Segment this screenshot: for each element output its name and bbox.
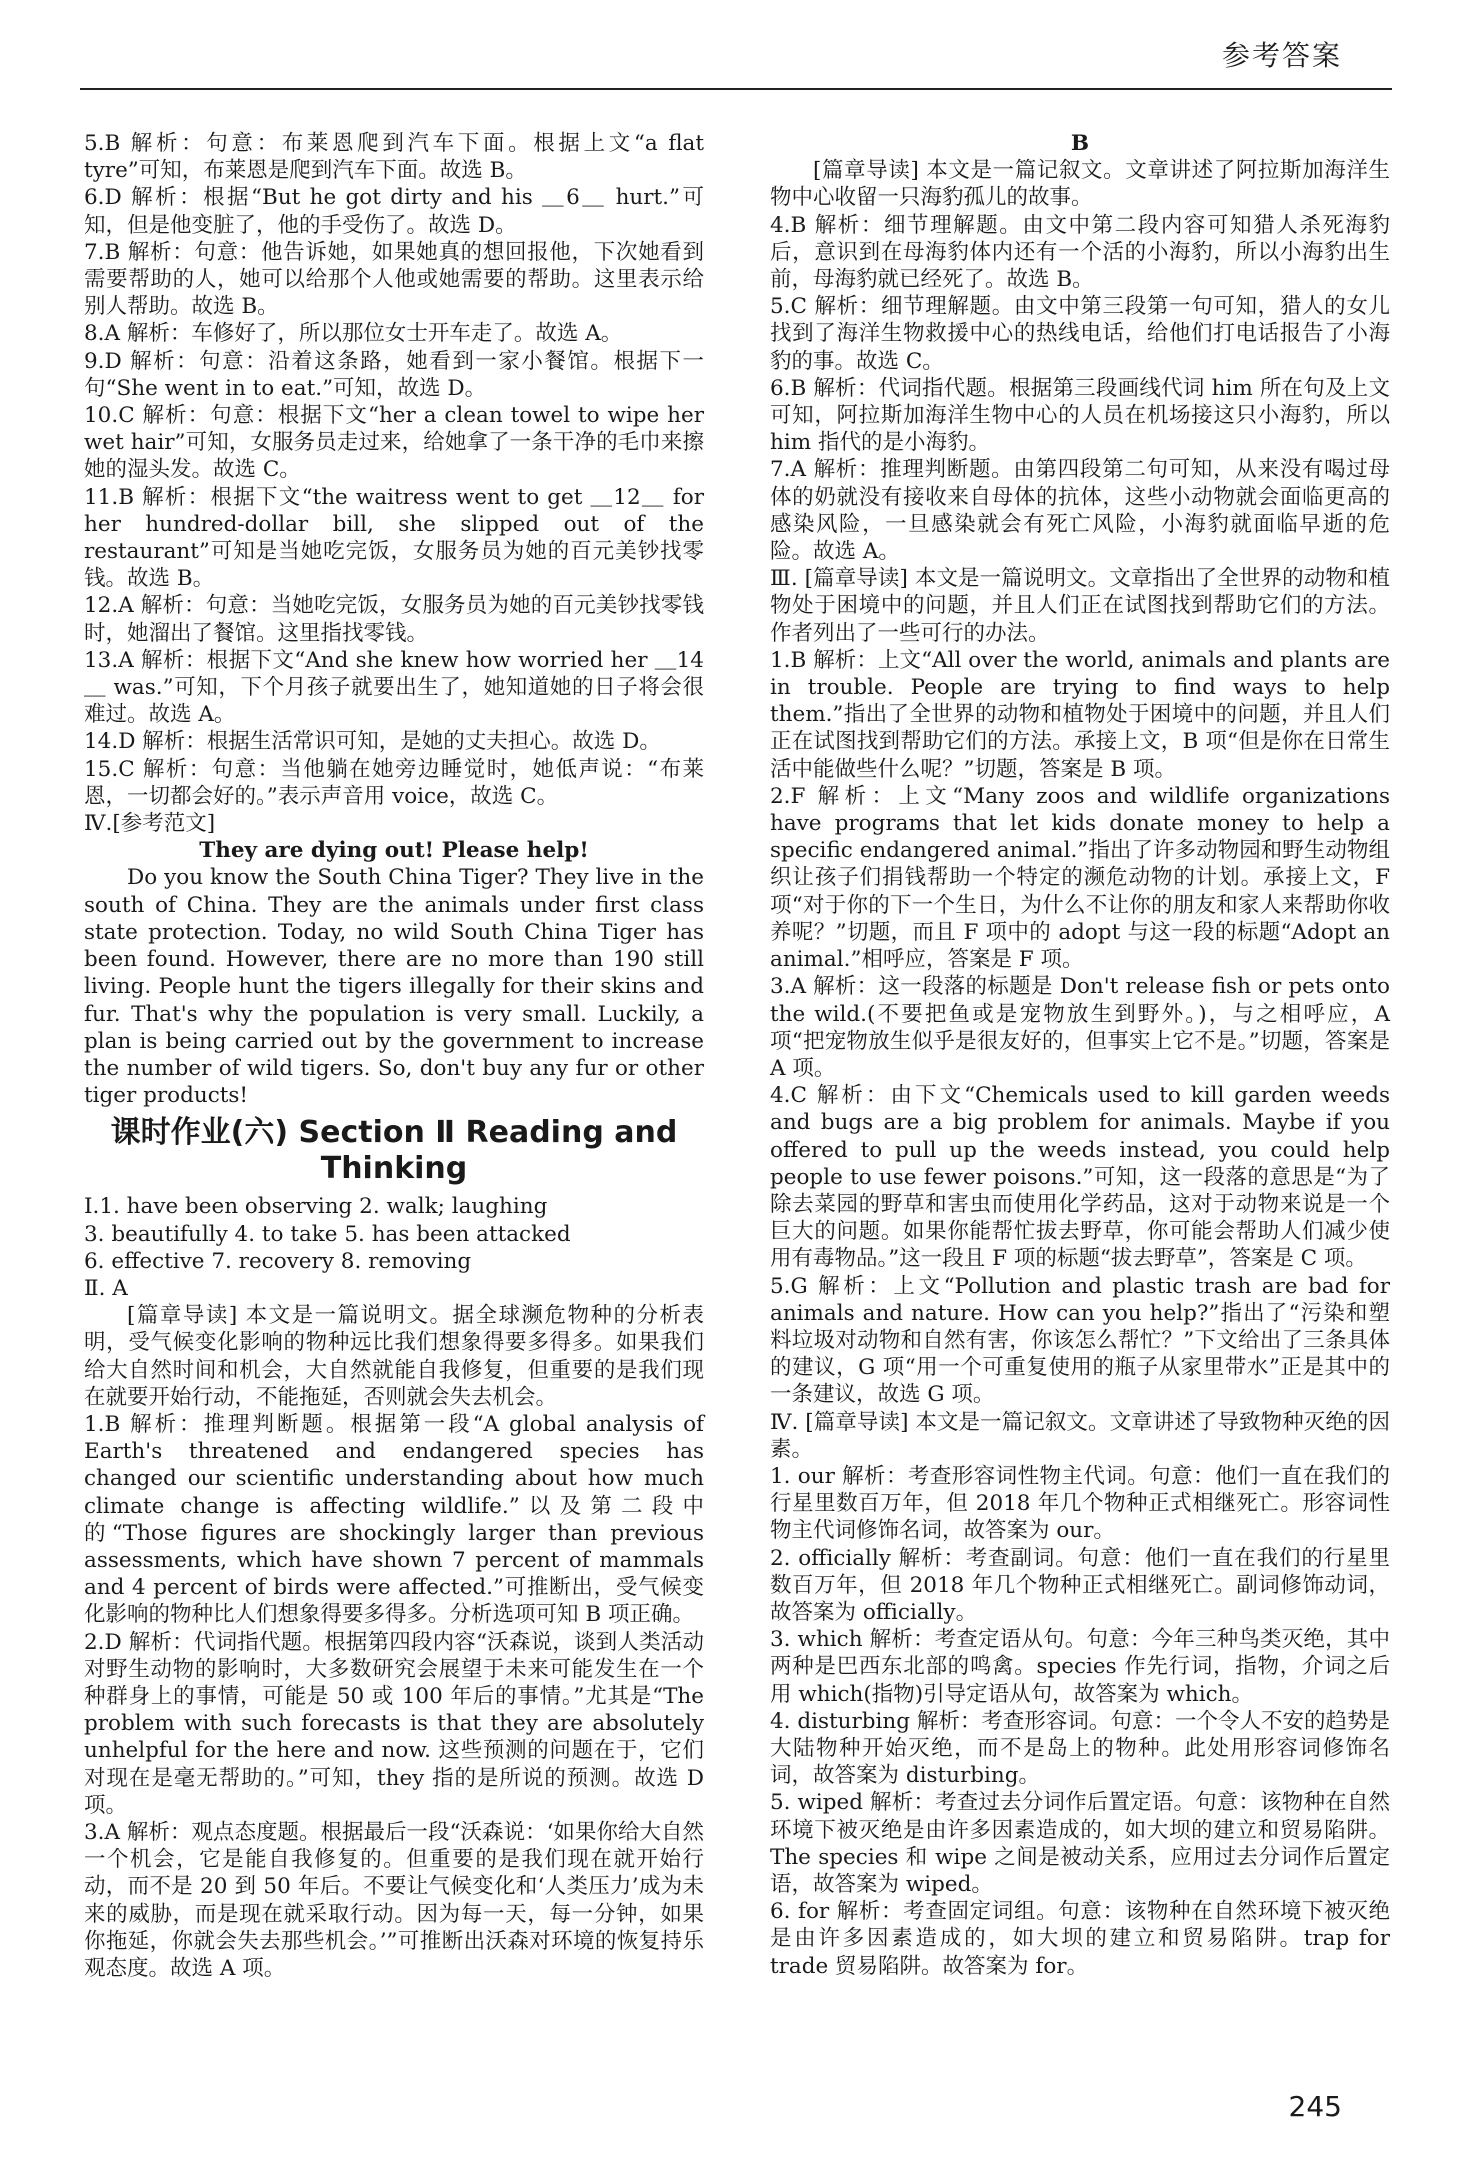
left-column-paragraph: 6. effective 7. recovery 8. removing [84,1248,472,1274]
right-column-paragraph: 1. our 解析：考查形容词性物主代词。句意：他们一直在我们的行星里数百万年，但 2018 年几个物种正式相继死亡。形容词性物主代词修饰名词，故答案为 our。 [770,1463,1390,1544]
right-column-paragraph: 1.B 解析：上文“All over the world, animals and plants are in trouble. People are trying to find ways to help them.”指出了全世界的动物和植物处于困境中的问题，并且人们正在试图找到帮助它们的方法。承接上文，B 项“但是你在日常生活中能做些什么呢？”切题，答案是 B 项。 [770,647,1390,782]
left-column [84,130,704,1982]
left-column-paragraph: 5.B 解析：句意：布莱恩爬到汽车下面。根据上文“a flat tyre”可知，布莱恩是爬到汽车下面。故选 B。 [84,131,704,184]
left-column-paragraph: Ⅱ. A [84,1275,128,1301]
left-column-paragraph: 11.B 解析：根据下文“the waitress went to get ＿12＿ for her hundred-dollar bill, she slipped out of the restaurant”可知是当她吃完饭，女服务员为她的百元美钞找零钱。故选 B。 [84,484,704,592]
right-column-paragraph: 5.G 解析：上文“Pollution and plastic trash are bad for animals and nature. How can you help?”指出了“污染和塑料垃圾对动物和自然有害，你该怎么帮忙？”下文给出了三条具体的建议，G 项“用一个可重复使用的瓶子从家里带水”正是其中的一条建议，故选 G 项。 [770,1273,1390,1408]
header-rule [80,88,1392,90]
left-column-paragraph: Do you know the South China Tiger? They live in the south of China. They are the animals under first class state protection. Today, no wild South China Tiger has been found. However, there are no more than 190 still living. People hunt the tigers illegally for their skins and fur. That's why the population is very small. Luckily, a plan is being carried out by the government to increase the number of wild tigers. So, don't buy any fur or other tiger products! [84,865,704,1109]
left-column-paragraph: Ⅰ.1. have been observing 2. walk; laughing [84,1194,548,1220]
left-column-paragraph: 3.A 解析：观点态度题。根据最后一段“沃森说：‘如果你给大自然一个机会，它是能自我修复的。但重要的是我们现在就开始行动，而不是 20 到 50 年后。不要让气候变化和‘人类压力’成为未来的威胁，而是现在就采取行动。因为每一天，每一分钟，如果你拖延，你就会失去那些机会。’”可推断出沃森对环境的恢复持乐观态度。故选 A 项。 [84,1819,704,1981]
right-column-paragraph: B [1070,131,1090,156]
right-column-paragraph: 5.C 解析：细节理解题。由文中第三段第一句可知，猎人的女儿找到了海洋生物救援中心的热线电话，给他们打电话报告了小海豹的事。故选 C。 [770,294,1390,374]
left-column-paragraph: [篇章导读] 本文是一篇说明文。据全球濒危物种的分析表明，受气候变化影响的物种远比我们想象得要多得多。如果我们给大自然时间和机会，大自然就能自我修复，但重要的是我们现在就要开始行动，不能拖延，否则就会失去机会。 [84,1303,704,1410]
right-column-paragraph: 7.A 解析：推理判断题。由第四段第二句可知，从来没有喝过母体的奶就没有接收来自母体的抗体，这些小动物就会面临更高的感染风险，一旦感染就会有死亡风险，小海豹就面临早逝的危险。故选 A。 [770,457,1390,565]
left-column-paragraph: 7.B 解析：句意：他告诉她，如果她真的想回报他，下次她看到需要帮助的人，她可以给那个人他或她需要的帮助。这里表示给别人帮助。故选 B。 [84,239,704,320]
left-column-paragraph: 10.C 解析：句意：根据下文“her a clean towel to wipe her wet hair”可知，女服务员走过来，给她拿了一条干净的毛巾来擦她的湿头发。故选 C。 [84,403,704,483]
right-column-paragraph: [篇章导读] 本文是一篇记叙文。文章讲述了阿拉斯加海洋生物中心收留一只海豹孤儿的故事。 [770,158,1390,211]
left-column-paragraph: 1.B 解析：推理判断题。根据第一段“A global analysis of Earth's threatened and endangered species has changed our scientific understanding about how much climate change is affecting wildlife.”以及第二段中的“Those figures are shockingly larger than previous assessments, which have shown 7 percent of mammals and 4 percent of birds were affected.”可推断出，受气候变化影响的物种比人们想象得要多得多。分析选项可知 B 项正确。 [84,1411,704,1628]
left-column-paragraph: 8.A 解析：车修好了，所以那位女士开车走了。故选 A。 [84,321,623,347]
left-column-paragraph: They are dying out! Please help! [199,838,589,864]
right-column [770,130,1390,1980]
left-column-paragraph: 12.A 解析：句意：当她吃完饭，女服务员为她的百元美钞找零钱时，她溜出了餐馆。这里指找零钱。 [84,593,704,646]
left-column-paragraph: 13.A 解析：根据下文“And she knew how worried her ＿14＿ was.”可知，下个月孩子就要出生了，她知道她的日子将会很难过。故选 A。 [84,647,704,728]
right-column-paragraph: 3. which 解析：考查定语从句。句意：今年三种鸟类灭绝，其中两种是巴西东北部的鸣禽。species 作先行词，指物，介词之后用 which(指物)引导定语从句，故答案为 which。 [770,1627,1390,1707]
right-column-paragraph: 2. officially 解析：考查副词。句意：他们一直在我们的行星里数百万年，但 2018 年几个物种正式相继死亡。副词修饰动词，故答案为 officially。 [770,1545,1390,1625]
right-column-paragraph: 4.C 解析：由下文“Chemicals used to kill garden weeds and bugs are a big problem for animals. Maybe if you offered to pull up the weeds instead, you could help people to use fewer poisons.”可知，这一段落的意思是“为了除去菜园的野草和害虫而使用化学药品，这对于动物来说是一个巨大的问题。如果你能帮忙拔去野草，你可能会帮助人们减少使用有毒物品。”这一段且 F 项的标题“拔去野草”，答案是 C 项。 [770,1083,1390,1272]
right-column-paragraph: 2.F 解析：上文“Many zoos and wildlife organizations have programs that let kids donate money to help a specific endangered animal.”指出了许多动物园和野生动物组织让孩子们捐钱帮助一个特定的濒危动物的计划。承接上文，F 项“对于你的下一个生日，为什么不让你的朋友和家人来帮助你收养呢？”切题，而且 F 项中的 adopt 与这一段的标题“Adopt an animal.”相呼应，答案是 F 项。 [770,783,1390,973]
right-column-paragraph: 6.B 解析：代词指代题。根据第三段画线代词 him 所在句及上文可知，阿拉斯加海洋生物中心的人员在机场接这只小海豹，所以 him 指代的是小海豹。 [770,375,1390,456]
left-column-paragraph: 课时作业(六) Section Ⅱ Reading and Thinking [110,1115,678,1187]
left-column-paragraph: 2.D 解析：代词指代题。根据第四段内容“沃森说，谈到人类活动对野生动物的影响时，大多数研究会展望于未来可能发生在一个种群身上的事情，可能是 50 或 100 年后的事情。”尤其是“The problem with such forecasts is that they are absolutely unhelpful for the here and now. 这些预测的问题在于，它们对现在是毫无帮助的。”可知，they 指的是所说的预测。故选 D 项。 [84,1629,704,1818]
right-column-paragraph: 4.B 解析：细节理解题。由文中第二段内容可知猎人杀死海豹后，意识到在母海豹体内还有一个活的小海豹，所以小海豹出生前，母海豹就已经死了。故选 B。 [770,212,1390,293]
right-column-paragraph: Ⅲ. [篇章导读] 本文是一篇说明文。文章指出了全世界的动物和植物处于困境中的问题，并且人们正在试图找到帮助它们的方法。作者列出了一些可行的办法。 [770,566,1390,646]
page-number: 245 [1288,2090,1342,2123]
right-column-paragraph: Ⅳ. [篇章导读] 本文是一篇记叙文。文章讲述了导致物种灭绝的因素。 [770,1409,1390,1462]
right-column-paragraph: 5. wiped 解析：考查过去分词作后置定语。句意：该物种在自然环境下被灭绝是由许多因素造成的，如大坝的建立和贸易陷阱。The species 和 wipe 之间是被动关系，应用过去分词作后置定语，故答案为 wiped。 [770,1790,1390,1897]
right-column-paragraph: 6. for 解析：考查固定词组。句意：该物种在自然环境下被灭绝是由许多因素造成的，如大坝的建立和贸易陷阱。trap for trade 贸易陷阱。故答案为 for。 [770,1899,1390,1979]
left-column-paragraph: 9.D 解析：句意：沿着这条路，她看到一家小餐馆。根据下一句“She went in to eat.”可知，故选 D。 [84,348,704,401]
left-column-paragraph: 3. beautifully 4. to take 5. has been attacked [84,1221,571,1247]
header-title: 参考答案 [1221,39,1342,72]
right-column-paragraph: 4. disturbing 解析：考查形容词。句意：一个令人不安的趋势是大陆物种开始灭绝，而不是岛上的物种。此处用形容词修饰名词，故答案为 disturbing。 [770,1708,1390,1789]
right-column-paragraph: 3.A 解析：这一段落的标题是 Don't release fish or pets onto the wild.(不要把鱼或是宠物放生到野外。)，与之相呼应，A 项“把宠物放生似乎是很友好的，但事实上它不是。”切题，答案是 A 项。 [770,974,1390,1081]
left-column-paragraph: 6.D 解析：根据“But he got dirty and his ＿6＿ hurt.”可知，但是他变脏了，他的手受伤了。故选 D。 [84,185,704,238]
left-column-paragraph: 15.C 解析：句意：当他躺在她旁边睡觉时，她低声说：“布莱恩，一切都会好的。”表示声音用 voice，故选 C。 [84,756,704,809]
left-column-paragraph: Ⅳ.[参考范文] [84,811,216,837]
left-column-paragraph: 14.D 解析：根据生活常识可知，是她的丈夫担心。故选 D。 [84,729,661,755]
